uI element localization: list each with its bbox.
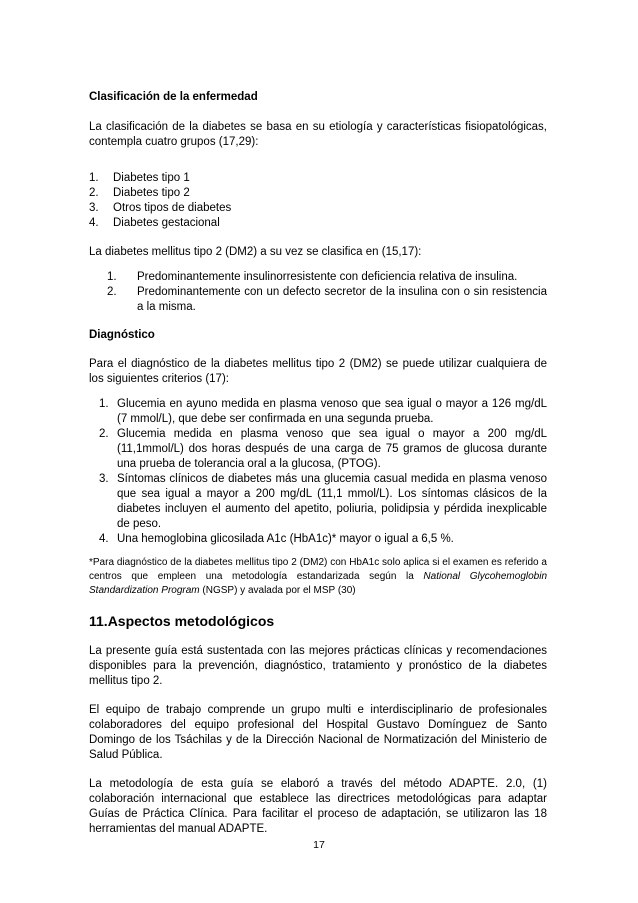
list-item: 4. Diabetes gestacional: [89, 217, 220, 229]
diagnostic-criteria-list: [89, 397, 547, 547]
list-item: 4. Una hemoglobina glicosilada A1c (HbA1c)* mayor o igual a 6,5 %.: [99, 533, 454, 545]
paragraph: La metodología de esta guía se elaboró a través del método ADAPTE. 2.0, (1) colaboración internacional que establece las directrices metodológicas para adaptar Guías de Práctica Clínica. Para facilitar el proceso de adaptación, se utilizaron las 18 herramientas del manual ADAPTE.: [89, 778, 547, 835]
list-item: 1. Glucemia en ayuno medida en plasma venoso que sea igual o mayor a 126 mg/dL (7 mmol/L), que debe ser confirmada en una segunda prueba.: [99, 398, 547, 425]
list-item: 1. Diabetes tipo 1: [89, 172, 190, 184]
list-item: 1. Predominantemente insulinorresistente con deficiencia relativa de insulina.: [107, 271, 518, 283]
dm2-classification-intro: La diabetes mellitus tipo 2 (DM2) a su vez se clasifica en (15,17):: [89, 246, 422, 258]
diagnostico-intro: Para el diagnóstico de la diabetes mellitus tipo 2 (DM2) se puede utilizar cualquiera de los siguientes criterios (17):: [89, 358, 547, 385]
section-title-diagnostico: Diagnóstico: [89, 329, 155, 341]
hba1c-footnote: *Para diagnóstico de la diabetes mellitus tipo 2 (DM2) con HbA1c solo aplica si el examen es referido a centros que empleen una metodología estandarizada según la National Glycohemoglobin Standardization Program (NGSP) y avalada por el MSP (30): [89, 557, 548, 596]
dm2-types-list: [89, 270, 547, 315]
paragraph: El equipo de trabajo comprende un grupo multi e interdisciplinario de profesionales colaboradores del equipo profesional del Hospital Gustavo Domínguez de Santo Domingo de los Tsáchilas y de la Dirección Nacional de Normatización del Ministerio de Salud Pública.: [89, 704, 547, 761]
page-number: 17: [313, 839, 325, 851]
page-content: [89, 90, 547, 837]
paragraph: La presente guía está sustentada con las mejores prácticas clínicas y recomendaciones disponibles para la prevención, diagnóstico, tratamiento y pronóstico de la diabetes mellitus tipo 2.: [89, 645, 547, 687]
list-item: 3. Síntomas clínicos de diabetes más una glucemia casual medida en plasma venoso que sea igual a mayor a 200 mg/dL (11,1 mmol/L). Los síntomas clásicos de la diabetes incluyen el aumento del apetito, poliuria, polidipsia y pérdida inexplicable de peso.: [99, 473, 547, 530]
list-item: 3. Otros tipos de diabetes: [89, 202, 232, 214]
diabetes-groups-list: [89, 171, 547, 231]
section-title-clasificacion: Clasificación de la enfermedad: [89, 91, 258, 103]
clasificacion-intro: La clasificación de la diabetes se basa en su etiología y características fisiopatológicas, contempla cuatro grupos (17,29):: [89, 121, 547, 148]
list-item: 2. Predominantemente con un defecto secretor de la insulina con o sin resistencia a la misma.: [107, 286, 547, 313]
list-item: 2. Glucemia medida en plasma venoso que sea igual o mayor a 200 mg/dL (11,1mmol/L) dos horas después de una carga de 75 gramos de glucosa durante una prueba de tolerancia oral a la glucosa, (PTOG).: [99, 428, 547, 470]
section-title-aspectos-metodologicos: 11.Aspectos metodológicos: [89, 613, 275, 629]
list-item: 2. Diabetes tipo 2: [89, 187, 190, 199]
